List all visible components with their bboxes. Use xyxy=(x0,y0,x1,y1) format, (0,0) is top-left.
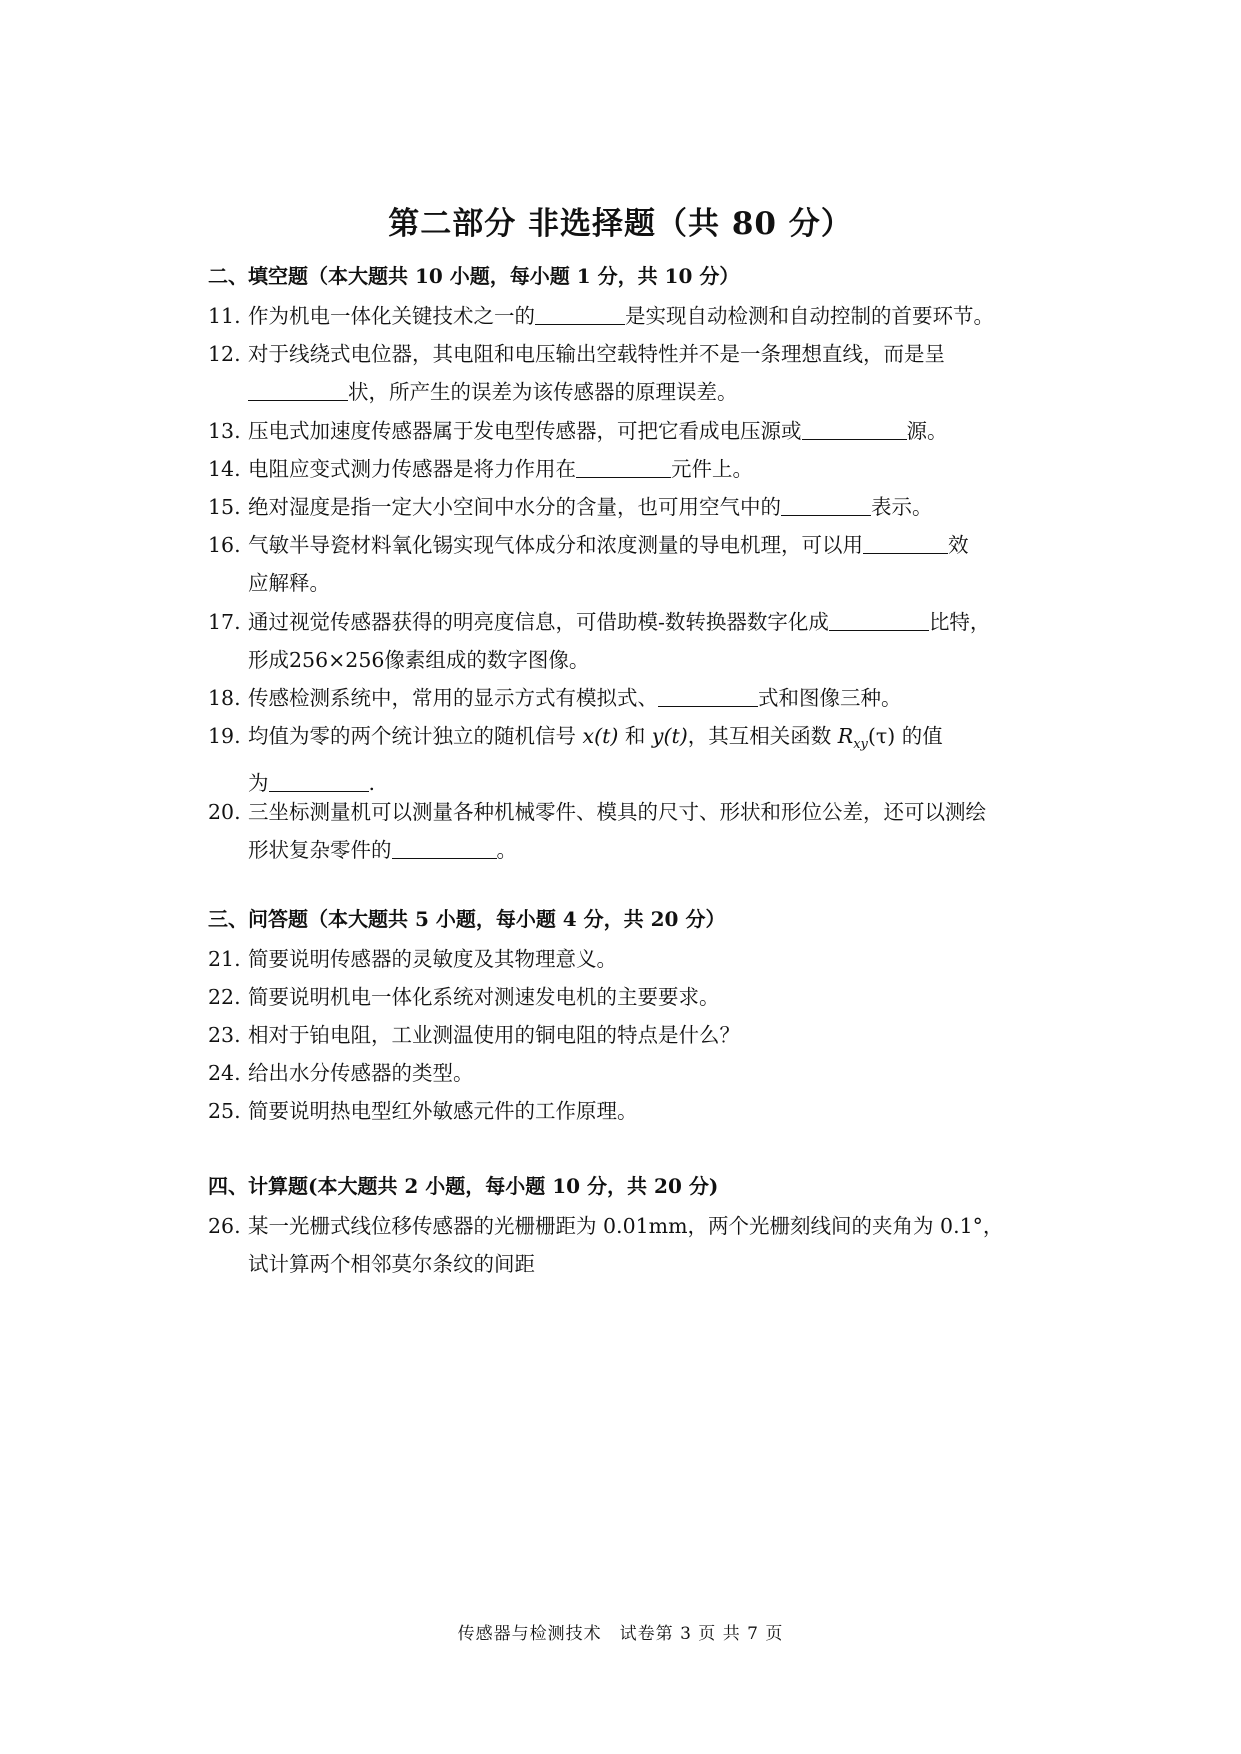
question-number: 11. xyxy=(208,304,241,328)
question-number: 24. xyxy=(208,1061,241,1085)
question-text: 电阻应变式测力传感器是将力作用在 xyxy=(248,457,576,481)
signal-y: y(t) xyxy=(651,724,688,748)
question-text: 表示。 xyxy=(871,495,933,519)
question-text: 。 xyxy=(496,838,517,862)
question-text: 给出水分传感器的类型。 xyxy=(248,1061,474,1085)
question-text: 对于线绕式电位器，其电阻和电压输出空载特性并不是一条理想直线，而是呈 xyxy=(248,342,945,366)
section-heading-short-answer: 三、问答题（本大题共 5 小题，每小题 4 分，共 20 分） xyxy=(208,907,726,931)
answer-blank[interactable] xyxy=(658,684,758,707)
question-text: 试计算两个相邻莫尔条纹的间距 xyxy=(248,1252,535,1276)
answer-blank[interactable] xyxy=(576,455,671,478)
question-text: 简要说明热电型红外敏感元件的工作原理。 xyxy=(248,1099,638,1123)
question-number: 13. xyxy=(208,419,241,443)
answer-blank[interactable] xyxy=(781,493,871,516)
question-number: 20. xyxy=(208,800,241,824)
question-number: 12. xyxy=(208,342,241,366)
part-title: 第二部分 非选择题（共 80 分） xyxy=(388,206,853,242)
question-18 xyxy=(208,679,1048,717)
question-number: 14. xyxy=(208,457,241,481)
question-number: 17. xyxy=(208,610,241,634)
question-26 xyxy=(208,1207,1048,1283)
question-number: 25. xyxy=(208,1099,241,1123)
question-text: 传感检测系统中，常用的显示方式有模拟式、 xyxy=(248,686,658,710)
answer-blank[interactable] xyxy=(863,531,948,554)
answer-blank[interactable] xyxy=(829,608,929,631)
question-number: 26. xyxy=(208,1214,241,1238)
question-text: 式和图像三种。 xyxy=(758,686,902,710)
signal-x: x(t) xyxy=(582,724,619,748)
question-text: 比特， xyxy=(928,610,991,634)
question-text: 元件上。 xyxy=(671,457,753,481)
question-text: 状，所产生的误差为该传感器的原理误差。 xyxy=(348,380,738,404)
question-number: 15. xyxy=(208,495,241,519)
question-23 xyxy=(208,1016,1048,1054)
question-text: . xyxy=(368,771,376,796)
answer-blank[interactable] xyxy=(802,417,907,440)
question-number: 16. xyxy=(208,533,241,557)
question-text: 源。 xyxy=(906,419,948,443)
question-12 xyxy=(208,335,1048,411)
question-number: 19. xyxy=(208,724,241,748)
answer-blank[interactable] xyxy=(535,302,625,325)
question-text: 相对于铂电阻，工业测温使用的铜电阻的特点是什么？ xyxy=(248,1023,740,1047)
question-text: 和 xyxy=(624,724,646,748)
question-text: ，其互相关函数 xyxy=(687,724,832,748)
question-text: 均值为零的两个统计独立的随机信号 xyxy=(248,724,576,748)
question-17 xyxy=(208,603,1048,679)
section-heading-fill-blank: 二、填空题（本大题共 10 小题，每小题 1 分，共 10 分） xyxy=(208,264,740,288)
question-text: 应解释。 xyxy=(248,571,330,595)
question-text: 绝对湿度是指一定大小空间中水分的含量，也可用空气中的 xyxy=(248,495,781,519)
answer-blank[interactable] xyxy=(269,769,369,792)
question-text: 是实现自动检测和自动控制的首要环节。 xyxy=(625,304,994,328)
question-text: 三坐标测量机可以测量各种机械零件、模具的尺寸、形状和形位公差，还可以测绘 xyxy=(248,800,986,824)
question-text: 的值 xyxy=(901,724,943,748)
question-text: 为 xyxy=(248,771,269,796)
correlation-subscript: xy xyxy=(853,737,868,753)
question-text: 简要说明机电一体化系统对测速发电机的主要要求。 xyxy=(248,985,720,1009)
question-text: 形状复杂零件的 xyxy=(248,838,392,862)
question-text: 某一光栅式线位移传感器的光栅栅距为 0.01mm，两个光栅刻线间的夹角为 0.1°， xyxy=(248,1214,1004,1238)
page-footer: 传感器与检测技术 试卷第 3 页 共 7 页 xyxy=(457,1624,784,1644)
answer-blank[interactable] xyxy=(248,378,348,401)
question-22 xyxy=(208,978,1048,1016)
question-text: 气敏半导瓷材料氧化锡实现气体成分和浓度测量的导电机理，可以用 xyxy=(248,533,863,557)
section-heading-calculation: 四、计算题(本大题共 2 小题，每小题 10 分，共 20 分) xyxy=(208,1174,719,1198)
correlation-symbol: R xyxy=(837,724,854,748)
question-11 xyxy=(208,297,1048,335)
question-14 xyxy=(208,450,1048,488)
question-21 xyxy=(208,940,1048,978)
question-number: 21. xyxy=(208,947,241,971)
question-19 xyxy=(208,717,1048,802)
question-20 xyxy=(208,793,1048,869)
answer-blank[interactable] xyxy=(392,836,497,859)
question-text: 形成256×256像素组成的数字图像。 xyxy=(248,648,590,672)
question-text: 简要说明传感器的灵敏度及其物理意义。 xyxy=(248,947,617,971)
question-25 xyxy=(208,1092,1048,1130)
question-24 xyxy=(208,1054,1048,1092)
question-13 xyxy=(208,412,1048,450)
question-16 xyxy=(208,526,1048,602)
question-number: 23. xyxy=(208,1023,241,1047)
question-text: 通过视觉传感器获得的明亮度信息，可借助模-数转换器数字化成 xyxy=(248,610,829,634)
question-number: 18. xyxy=(208,686,241,710)
question-number: 22. xyxy=(208,985,241,1009)
question-text: 作为机电一体化关键技术之一的 xyxy=(248,304,535,328)
question-15 xyxy=(208,488,1048,526)
question-text: 效 xyxy=(948,533,969,557)
question-text: 压电式加速度传感器属于发电型传感器，可把它看成电压源或 xyxy=(248,419,802,443)
correlation-argument: (τ) xyxy=(867,724,896,748)
